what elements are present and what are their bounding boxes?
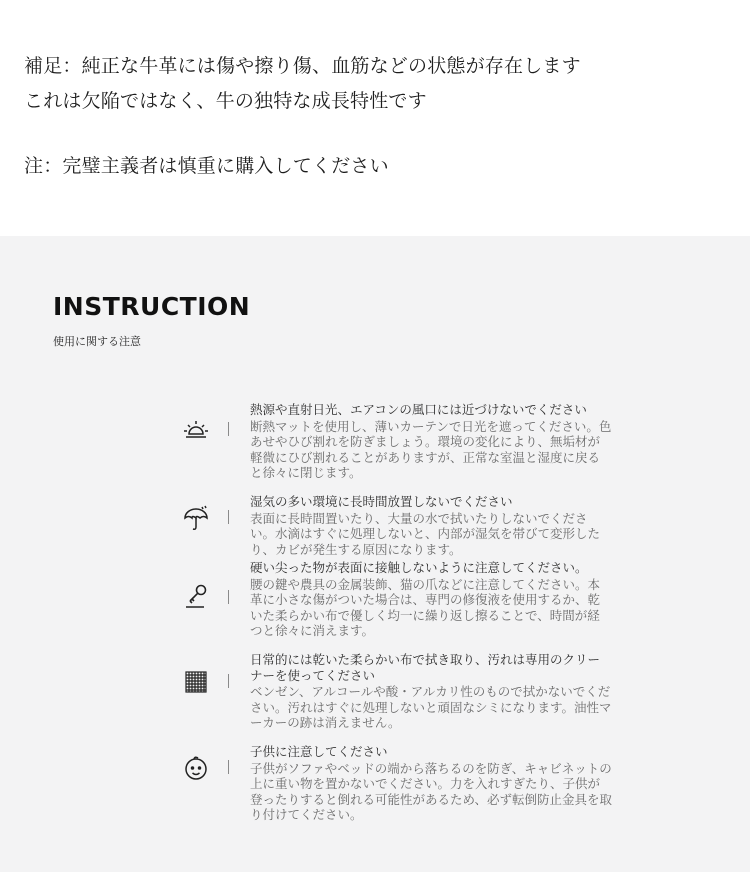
item-text xyxy=(250,744,612,823)
item-title: 熱源や直射日光、エアコンの風口には近づけないでください xyxy=(250,402,587,417)
note-line-3: 注：完璧主義者は慎重に購入してください xyxy=(24,155,389,177)
item-title: 日常的には乾いた柔らかい布で拭き取り、汚れは専用のクリーナーを使ってください xyxy=(250,652,601,683)
separator xyxy=(228,422,229,436)
item-body: 腰の鍵や農具の金属装飾、猫の爪などに注意してください。本革に小さな傷がついた場合は、専門の修復液を使用するか、乾いた柔らかい布で優しく均一に繰り返し擦ることで、時間が経つと徐々に消えます。 xyxy=(250,576,601,638)
sun-icon xyxy=(180,414,212,446)
baby-icon xyxy=(180,752,212,784)
instruction-title: INSTRUCTION xyxy=(53,292,251,321)
note-line-2: これは欠陥ではなく、牛の独特な成長特性です xyxy=(24,90,427,112)
note-line-1: 補足：純正な牛革には傷や擦り傷、血筋などの状態が存在します xyxy=(24,55,581,77)
item-title: 硬い尖った物が表面に接触しないように注意してください。 xyxy=(250,560,588,575)
cloth-icon xyxy=(180,666,212,698)
item-text xyxy=(250,652,612,731)
umbrella-icon xyxy=(180,502,212,534)
item-text xyxy=(250,494,612,557)
notes-section xyxy=(0,0,750,236)
item-body: 表面に長時間置いたり、大量の水で拭いたりしないでください。水滴はすぐに処理しないと、内部が湿気を帯びて変形したり、カビが発生する原因になります。 xyxy=(250,510,601,557)
item-title: 子供に注意してください xyxy=(250,744,388,759)
instruction-subtitle: 使用に関する注意 xyxy=(53,335,141,348)
item-body: 子供がソファやベッドの端から落ちるのを防ぎ、キャビネットの上に重い物を置かないでください。力を入れすぎたり、子供が登ったりすると倒れる可能性があるため、必ず転倒防止金具を取り付けてください。 xyxy=(250,760,613,822)
item-body: ベンゼン、アルコールや酸・アルカリ性のもので拭かないでください。汚れはすぐに処理しないと頑固なシミになります。油性マーカーの跡は消えません。 xyxy=(250,684,612,730)
separator xyxy=(228,760,229,774)
separator xyxy=(228,590,229,604)
item-body: 断熱マットを使用し、薄いカーテンで日光を遮ってください。色あせやひび割れを防ぎましょう。環境の変化により、無垢材が軽微にひび割れることがありますが、正常な室温と湿度に戻ると徐々に閉じます。 xyxy=(250,418,612,480)
item-title: 湿気の多い環境に長時間放置しないでください xyxy=(250,494,513,509)
key-icon xyxy=(180,580,212,612)
separator xyxy=(228,674,229,688)
item-text xyxy=(250,560,612,639)
separator xyxy=(228,510,229,524)
item-text xyxy=(250,402,612,481)
